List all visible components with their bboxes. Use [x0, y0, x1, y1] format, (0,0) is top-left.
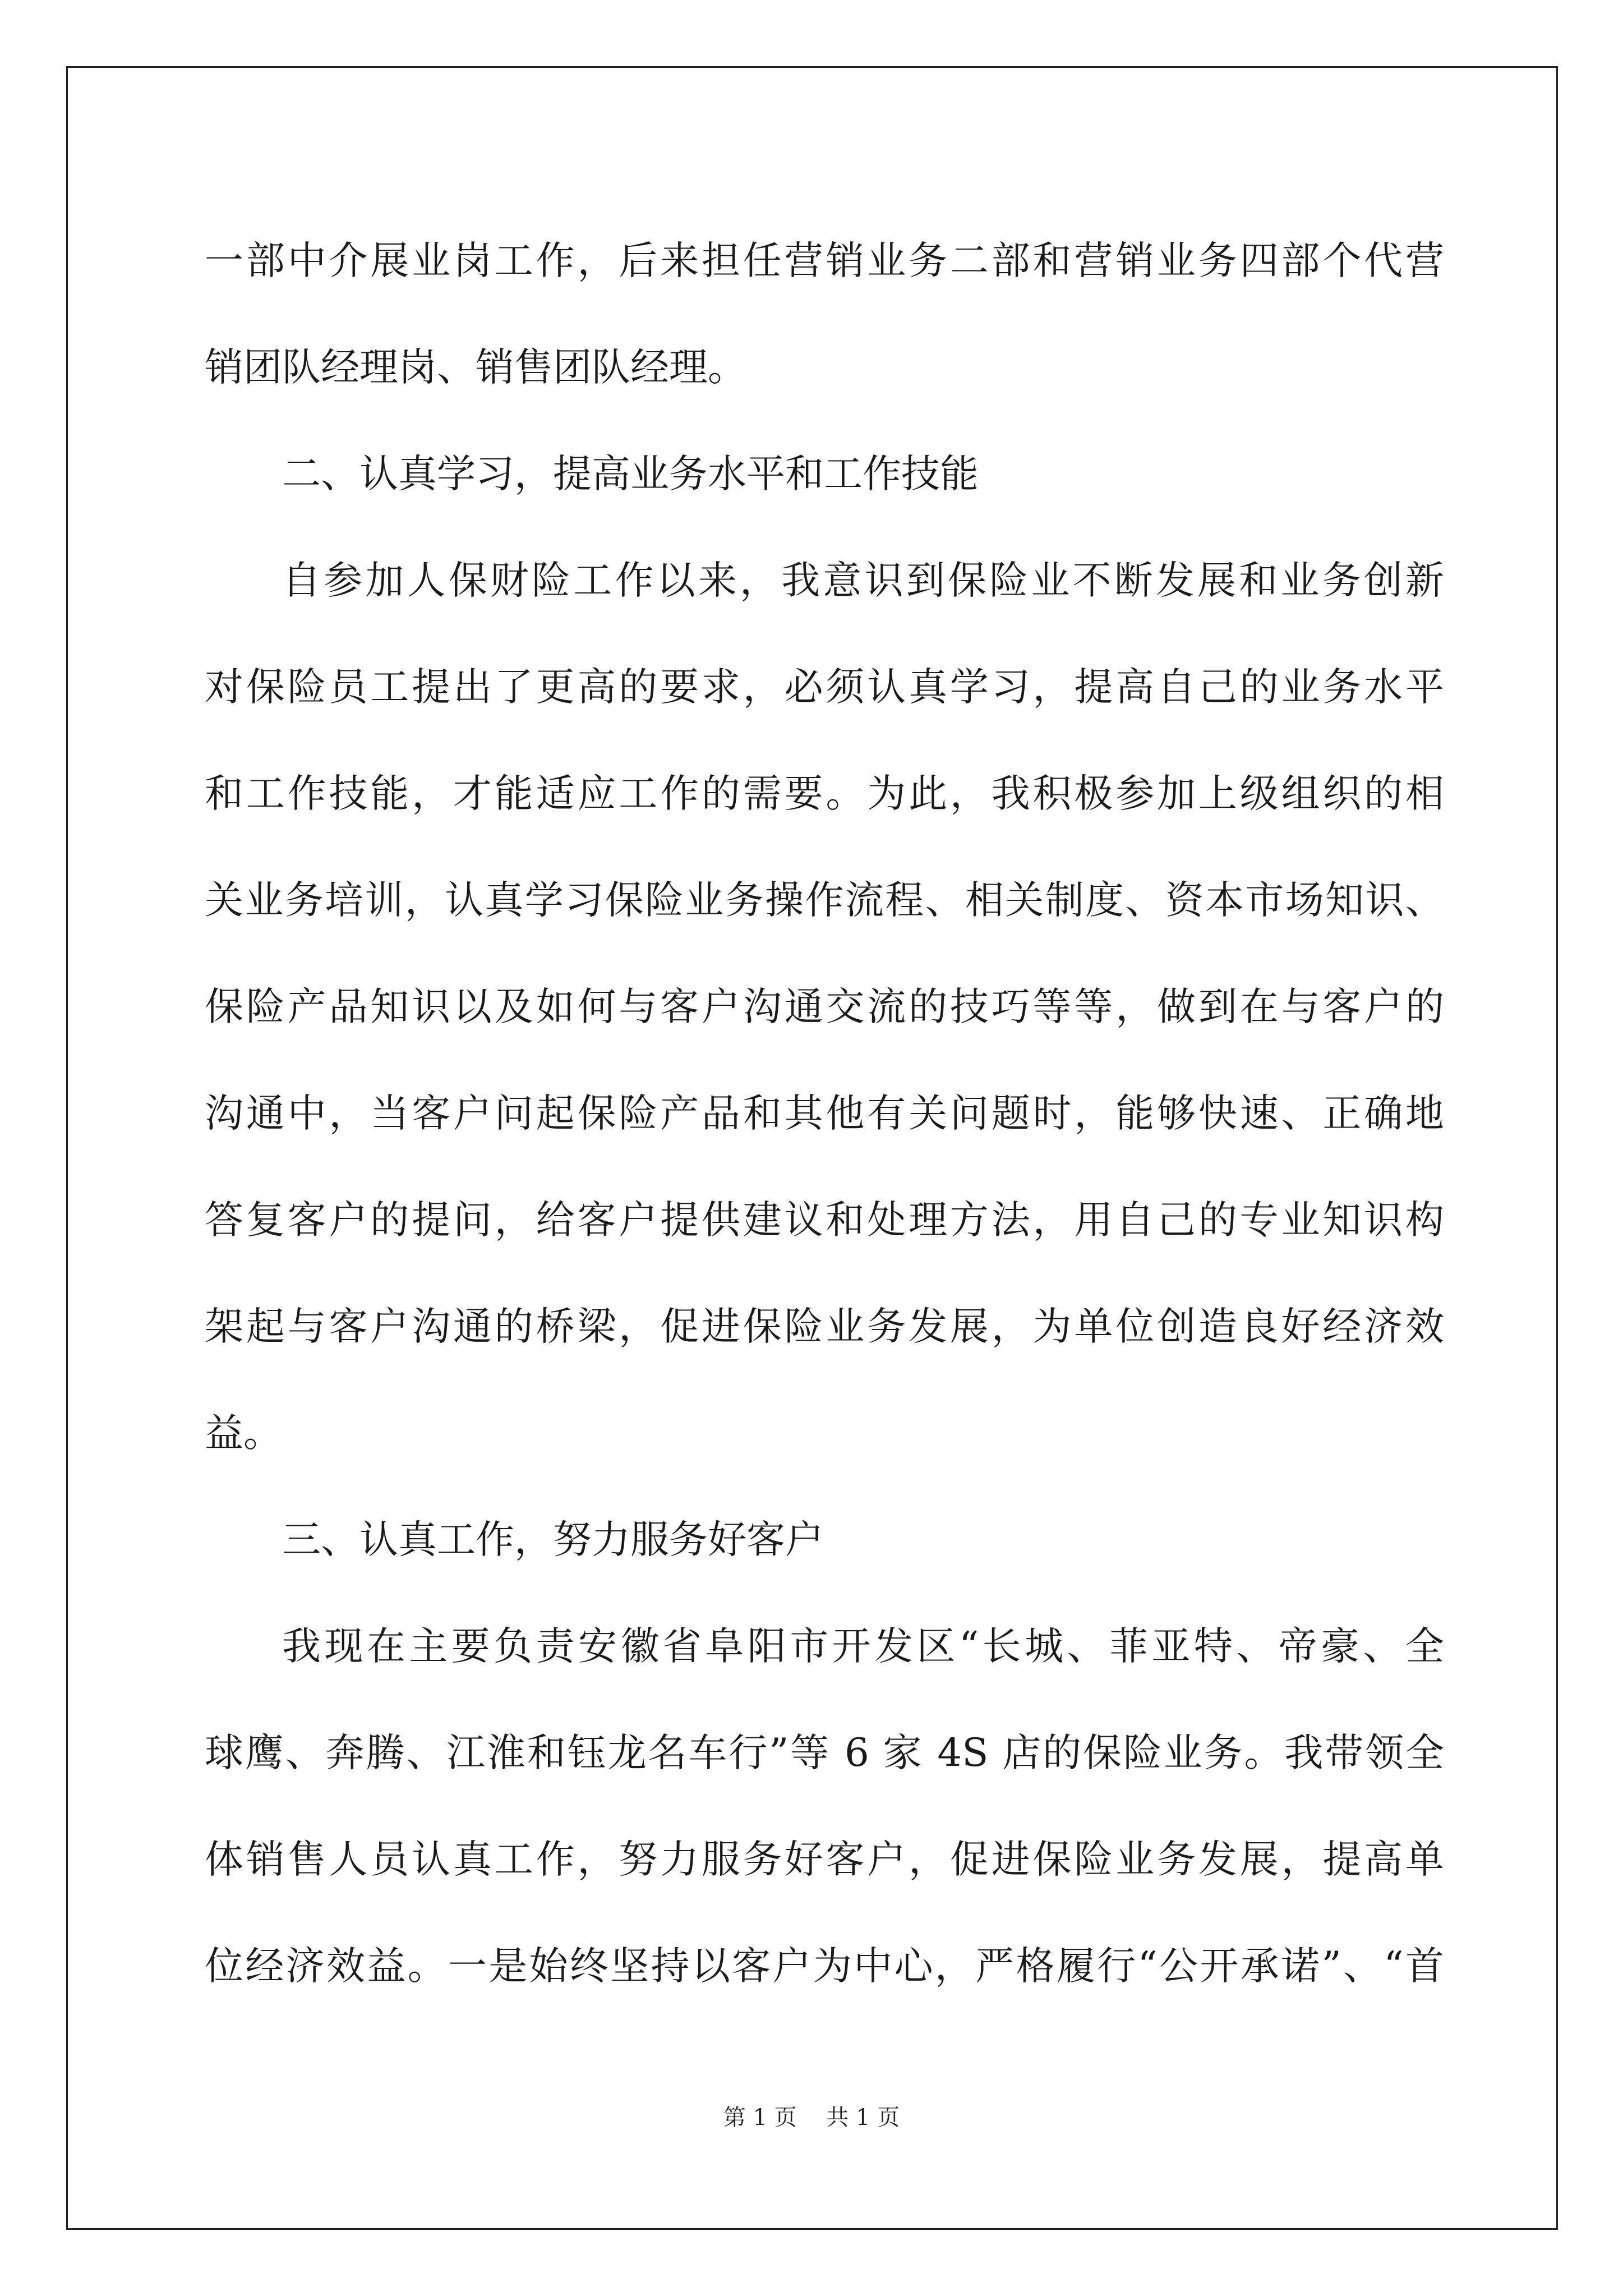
- text-line: 二、认真学习，提高业务水平和工作技能: [282, 452, 979, 496]
- text-line: 架起与客户沟通的桥梁，促进保险业务发展，为单位创造良好经济效: [205, 1304, 1444, 1349]
- page-number-total: 共 1 页: [826, 2105, 900, 2131]
- text-line: 我现在主要负责安徽省阜阳市开发区“长城、菲亚特、帝豪、全: [282, 1624, 1444, 1669]
- page-footer: [0, 2101, 1623, 2134]
- text-line: 一部中介展业岗工作，后来担任营销业务二部和营销业务四部个代营: [205, 238, 1444, 283]
- text-line: 和工作技能，才能适应工作的需要。为此，我积极参加上级组织的相: [205, 771, 1444, 816]
- text-line: 沟通中，当客户问起保险产品和其他有关问题时，能够快速、正确地: [205, 1091, 1444, 1136]
- document-body: [205, 208, 1444, 2019]
- text-line: 球鹰、奔腾、江淮和钰龙名车行”等 6 家 4S 店的保险业务。我带领全: [205, 1731, 1444, 1775]
- text-line: 位经济效益。一是始终坚持以客户为中心，严格履行“公开承诺”、“首: [205, 1944, 1444, 1989]
- text-line: 对保险员工提出了更高的要求，必须认真学习，提高自己的业务水平: [205, 665, 1444, 710]
- text-line: 体销售人员认真工作，努力服务好客户，促进保险业务发展，提高单: [205, 1837, 1444, 1882]
- text-line: 销团队经理岗、销售团队经理。: [205, 345, 746, 390]
- text-line: 益。: [205, 1411, 282, 1456]
- text-line: 答复客户的提问，给客户提供建议和处理方法，用自己的专业知识构: [205, 1198, 1444, 1243]
- text-line: 保险产品知识以及如何与客户沟通交流的技巧等等，做到在与客户的: [205, 984, 1444, 1029]
- page-number-current: 第 1 页: [723, 2105, 797, 2131]
- text-line: 三、认真工作，努力服务好客户: [282, 1517, 824, 1562]
- text-line: 关业务培训，认真学习保险业务操作流程、相关制度、资本市场知识、: [205, 878, 1444, 923]
- text-line: 自参加人保财险工作以来，我意识到保险业不断发展和业务创新: [282, 558, 1444, 603]
